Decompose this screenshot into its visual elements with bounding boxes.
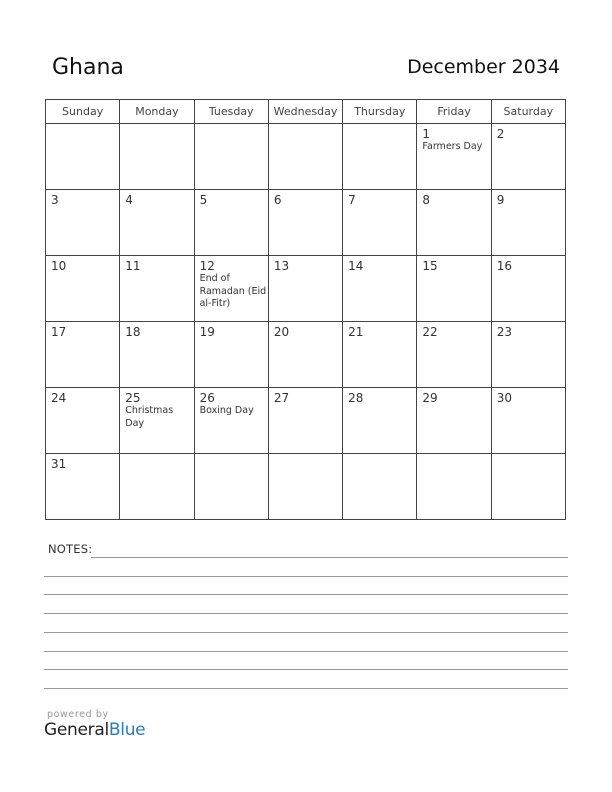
- day-number: 5: [199, 193, 208, 207]
- day-cell: [491, 322, 565, 388]
- day-number: 12: [199, 259, 215, 273]
- day-cell: [417, 454, 491, 520]
- day-number: 23: [496, 325, 512, 339]
- day-cell: [268, 322, 342, 388]
- calendar-grid: [45, 99, 566, 520]
- day-cell: [491, 388, 565, 454]
- day-number: 30: [496, 391, 512, 405]
- day-cell: [194, 256, 268, 322]
- notes-line: [91, 557, 568, 558]
- day-number: 7: [348, 193, 356, 207]
- day-cell: [343, 190, 417, 256]
- day-cell: [120, 322, 194, 388]
- day-cell: [268, 388, 342, 454]
- notes-line: [44, 632, 568, 633]
- day-number: 24: [51, 391, 67, 405]
- weekday-header: Friday: [417, 100, 491, 124]
- day-cell: [194, 190, 268, 256]
- day-cell: [194, 322, 268, 388]
- day-number: 3: [51, 193, 59, 207]
- day-number: 13: [273, 259, 290, 273]
- day-number: 2: [496, 127, 505, 141]
- notes-line: [44, 651, 568, 652]
- week-row: [46, 454, 566, 520]
- day-cell: [268, 124, 342, 190]
- week-row: [46, 322, 566, 388]
- day-cell: [120, 454, 194, 520]
- day-cell: [417, 322, 491, 388]
- weekday-header: Sunday: [46, 100, 120, 124]
- country-title: Ghana: [52, 55, 124, 80]
- week-row: [46, 124, 566, 190]
- day-number: 16: [496, 259, 512, 273]
- day-cell: [268, 256, 342, 322]
- day-number: 6: [273, 193, 282, 207]
- day-cell: [46, 124, 120, 190]
- day-number: 1: [422, 127, 431, 141]
- day-cell: [120, 124, 194, 190]
- holiday-label: Christmas Day: [125, 405, 174, 429]
- day-number: 9: [496, 193, 505, 207]
- notes-line: [44, 594, 568, 595]
- day-cell: [120, 256, 194, 322]
- day-cell: [46, 190, 120, 256]
- brand-logo: [44, 720, 145, 740]
- day-cell: [417, 190, 491, 256]
- day-cell: [46, 256, 120, 322]
- day-cell: [491, 454, 565, 520]
- notes-line: [44, 669, 568, 670]
- day-number: 17: [51, 325, 67, 339]
- day-number: 26: [199, 391, 215, 405]
- day-number: 14: [348, 259, 364, 273]
- day-cell: [343, 256, 417, 322]
- day-cell: [194, 124, 268, 190]
- day-cell: [417, 256, 491, 322]
- day-cell: [268, 190, 342, 256]
- day-cell: [491, 190, 565, 256]
- day-number: 29: [422, 391, 438, 405]
- day-number: 31: [51, 457, 67, 471]
- day-number: 28: [348, 391, 364, 405]
- day-cell: [46, 388, 120, 454]
- day-number: 22: [422, 325, 438, 339]
- notes-line: [44, 613, 568, 614]
- day-number: 21: [348, 325, 364, 339]
- day-number: 8: [422, 193, 431, 207]
- weekday-header: Tuesday: [194, 100, 268, 124]
- day-number: 11: [125, 259, 141, 273]
- day-cell: [268, 454, 342, 520]
- day-number: 10: [51, 259, 67, 273]
- day-cell: [491, 256, 565, 322]
- notes-line: [44, 688, 568, 689]
- holiday-label: Boxing Day: [199, 405, 254, 416]
- day-number: 27: [273, 391, 290, 405]
- brand-logo-part1: General: [44, 720, 109, 740]
- holiday-label: Farmers Day: [422, 141, 483, 152]
- day-cell: [46, 454, 120, 520]
- day-number: 15: [422, 259, 438, 273]
- week-row: [46, 190, 566, 256]
- day-number: 20: [273, 325, 290, 339]
- holiday-label: End of Ramadan (Eid al-Fitr): [199, 273, 267, 309]
- notes-line: [44, 576, 568, 577]
- day-number: 4: [125, 193, 133, 207]
- notes-label: NOTES:: [48, 542, 93, 556]
- weekday-header: Wednesday: [268, 100, 342, 124]
- day-cell: [194, 454, 268, 520]
- day-cell: [417, 388, 491, 454]
- weekday-header: Monday: [120, 100, 194, 124]
- day-cell: [343, 124, 417, 190]
- month-year-title: December 2034: [407, 56, 560, 78]
- day-cell: [194, 388, 268, 454]
- day-cell: [343, 454, 417, 520]
- weekday-header: Saturday: [491, 100, 565, 124]
- day-cell: [343, 388, 417, 454]
- day-cell: [120, 190, 194, 256]
- weekday-header: Thursday: [343, 100, 417, 124]
- weekday-header-row: [46, 100, 566, 124]
- day-cell: [343, 322, 417, 388]
- day-number: 19: [199, 325, 215, 339]
- powered-by-text: powered by: [47, 709, 109, 720]
- day-cell: [417, 124, 491, 190]
- day-cell: [491, 124, 565, 190]
- brand-logo-part2: Blue: [108, 720, 146, 740]
- day-number: 25: [125, 391, 141, 405]
- day-number: 18: [125, 325, 141, 339]
- week-row: [46, 388, 566, 454]
- day-cell: [120, 388, 194, 454]
- week-row: [46, 256, 566, 322]
- day-cell: [46, 322, 120, 388]
